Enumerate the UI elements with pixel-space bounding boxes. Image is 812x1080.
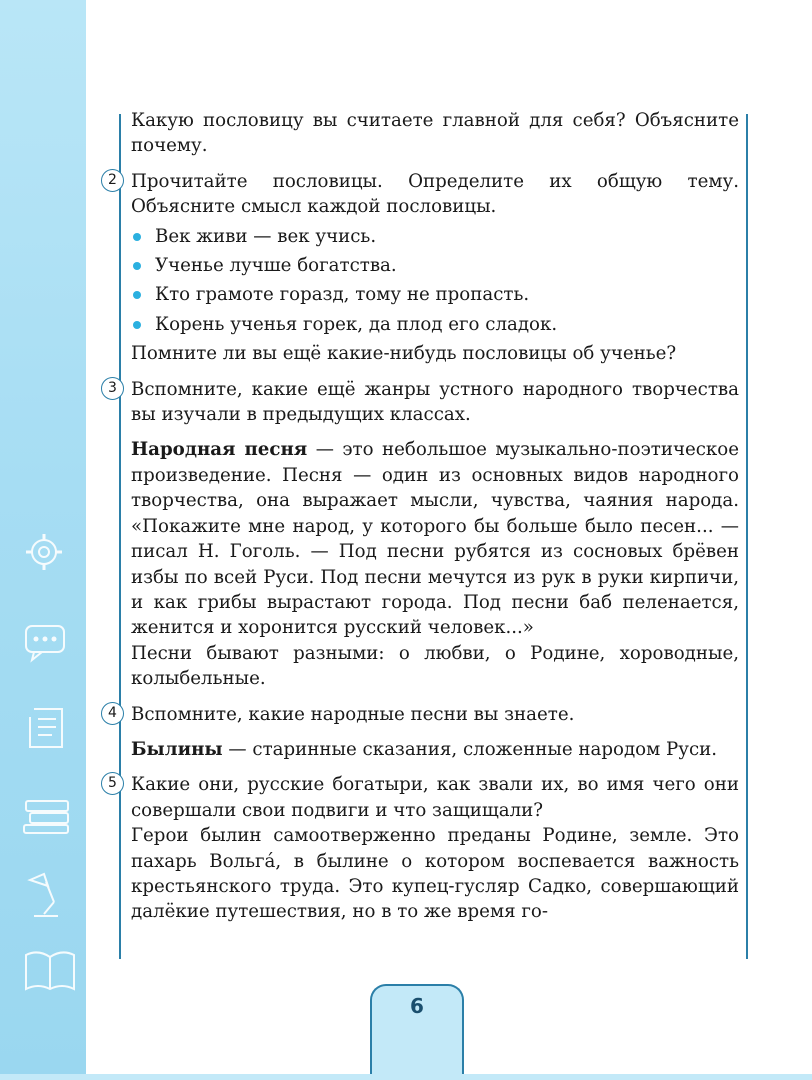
right-margin-line	[746, 114, 748, 959]
definition-term: Народная песня	[131, 439, 308, 461]
scroll-icon	[22, 705, 70, 755]
task-number: 2	[101, 169, 124, 192]
sidebar	[0, 0, 86, 1080]
task-5	[108, 772, 739, 924]
gear-bulb-icon	[22, 530, 66, 574]
definition-body: — старинные сказания, сложенные народом Руси.	[222, 738, 718, 760]
page-content	[108, 108, 740, 925]
task-number: 5	[101, 772, 124, 795]
books-icon	[22, 795, 72, 835]
task-text: Вспомните, какие народные песни вы знаете.	[131, 703, 575, 725]
task-3	[108, 377, 739, 428]
left-margin-line	[119, 114, 121, 959]
song-definition	[131, 437, 739, 691]
task-continuation: Герои былин самоотверженно преданы Родине, земле. Это пахарь Вольгá, в былине о котором воспевается важность крестьянского труда. Это купец-гусляр Садко, совершающий далёкие путешествия, но в то же время го-	[131, 825, 739, 923]
task-text: Какие они, русские богатыри, как звали их, во имя чего они совершали свои подвиги и что защищали?	[131, 774, 739, 821]
intro-question: Какую пословицу вы считаете главной для себя? Объясните почему.	[131, 110, 739, 157]
task-4	[108, 702, 739, 727]
list-item: Ученье лучше богатства.	[131, 253, 739, 278]
task-text: Прочитайте пословицы. Определите их общую тему. Объясните смысл каждой пословицы.	[131, 170, 739, 218]
page-number: 6	[410, 994, 424, 1018]
task-text: Вспомните, какие ещё жанры устного народного творчества вы изучали в предыдущих классах.	[131, 378, 739, 426]
proverb-list	[131, 224, 739, 338]
desk-lamp-icon	[22, 870, 72, 920]
task-2	[108, 169, 739, 367]
task-question: Помните ли вы ещё какие-нибудь пословицы об ученье?	[131, 343, 677, 365]
task-number: 3	[101, 377, 124, 400]
list-item: Корень ученья горек, да плод его сладок.	[131, 312, 739, 337]
list-item: Век живи — век учись.	[131, 224, 739, 249]
chat-bubble-icon	[22, 620, 70, 664]
task-number: 4	[101, 702, 124, 725]
song-types: Песни бывают разными: о любви, о Родине, хороводные, колыбельные.	[131, 642, 739, 690]
byliny-definition	[131, 737, 739, 762]
list-item: Кто грамоте горазд, тому не пропасть.	[131, 282, 739, 307]
open-book-icon	[22, 945, 78, 995]
definition-body: — это небольшое музыкально-поэтическое произведение. Песня — один из основных видов народного творчества, она выражает мысли, чувства, чаяния народа. «Покажите мне народ, у которого бы больше было песен... — писал Н. Гоголь. — Под песни рубятся из сосновых брёвен избы по всей Руси. Под песни мечутся из рук в руки кирпичи, и как грибы вырастают города. Под песни баб пеленается, женится и хоронится русский человек...»	[131, 439, 740, 639]
bottom-bar	[0, 1074, 812, 1080]
definition-term: Былины	[131, 738, 223, 760]
page-number-tab	[370, 984, 464, 1080]
